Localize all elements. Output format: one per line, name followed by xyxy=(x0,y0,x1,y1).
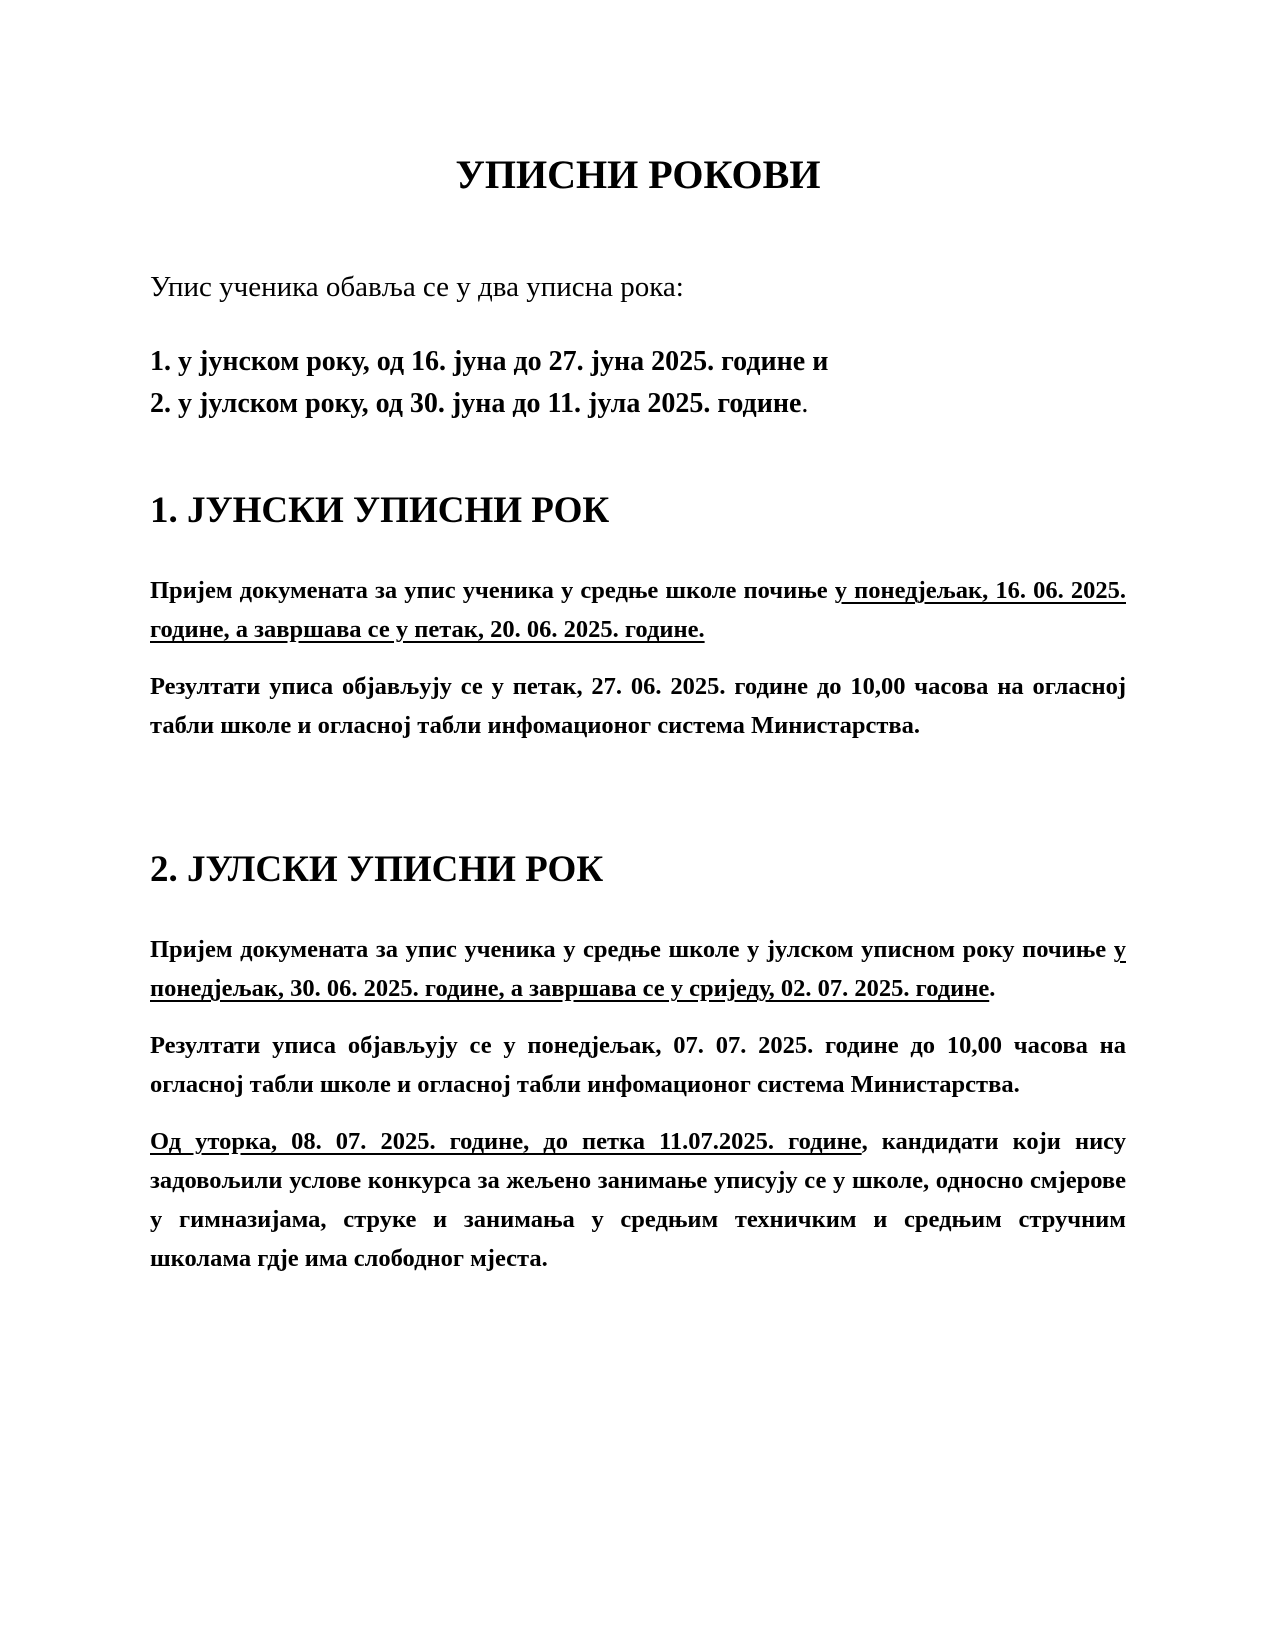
july-results-paragraph: Резултати уписа објављују се у понедјељак, 07. 07. 2025. године до 10,00 часова на огласној табли школе и огласној табли инфомационог система Министарства. xyxy=(150,1032,1126,1099)
enrollment-periods-list xyxy=(150,341,1126,425)
july-documents-dates: у понедјељак, 30. 06. 2025. године, а завршава се у сриједу, 02. 07. 2025. године xyxy=(150,936,1126,1003)
july-documents-end: . xyxy=(989,975,996,1003)
june-results-paragraph: Резултати уписа објављују се у петак, 27. 06. 2025. године до 10,00 часова на огласној табли школе и огласној табли инфомационог система Министарства. xyxy=(150,673,1126,740)
july-documents-paragraph xyxy=(150,930,1126,1008)
period-item-july-end: . xyxy=(801,387,809,419)
period-item-july xyxy=(150,383,1126,425)
document-page xyxy=(150,140,1126,1278)
july-documents-text: Пријем докумената за упис ученика у средње школе у јулском уписном року почиње xyxy=(150,936,1114,964)
document-title: УПИСНИ РОКОВИ xyxy=(455,152,821,197)
july-free-places-text: , кандидати који нису задовољили услове конкурса за жељено занимање уписују се у школе, односно смјерове у гимназијама, струке и занимања у средњим техничким и средњим стручним школама гдје има слободног мјеста. xyxy=(150,1128,1126,1273)
june-section-heading: 1. ЈУНСКИ УПИСНИ РОК xyxy=(150,489,610,531)
june-documents-text: Пријем докумената за упис ученика у средње школе почиње xyxy=(150,577,835,605)
intro-text: Упис ученика обавља се у два уписна рока: xyxy=(150,271,684,303)
july-section-heading: 2. ЈУЛСКИ УПИСНИ РОК xyxy=(150,849,604,891)
june-documents-paragraph xyxy=(150,571,1126,649)
period-item-june: 1. у јунском року, од 16. јуна до 27. јуна 2025. године и xyxy=(150,345,829,377)
june-documents-dates: у понедјељак, 16. 06. 2025. године, а завршава се у петак, 20. 06. 2025. године. xyxy=(150,577,1126,644)
period-item-july-text: 2. у јулском року, од 30. јуна до 11. јула 2025. године xyxy=(150,387,802,419)
july-free-places-dates: Од уторка, 08. 07. 2025. године, до петка 11.07.2025. године xyxy=(150,1128,862,1156)
july-free-places-paragraph xyxy=(150,1122,1126,1278)
